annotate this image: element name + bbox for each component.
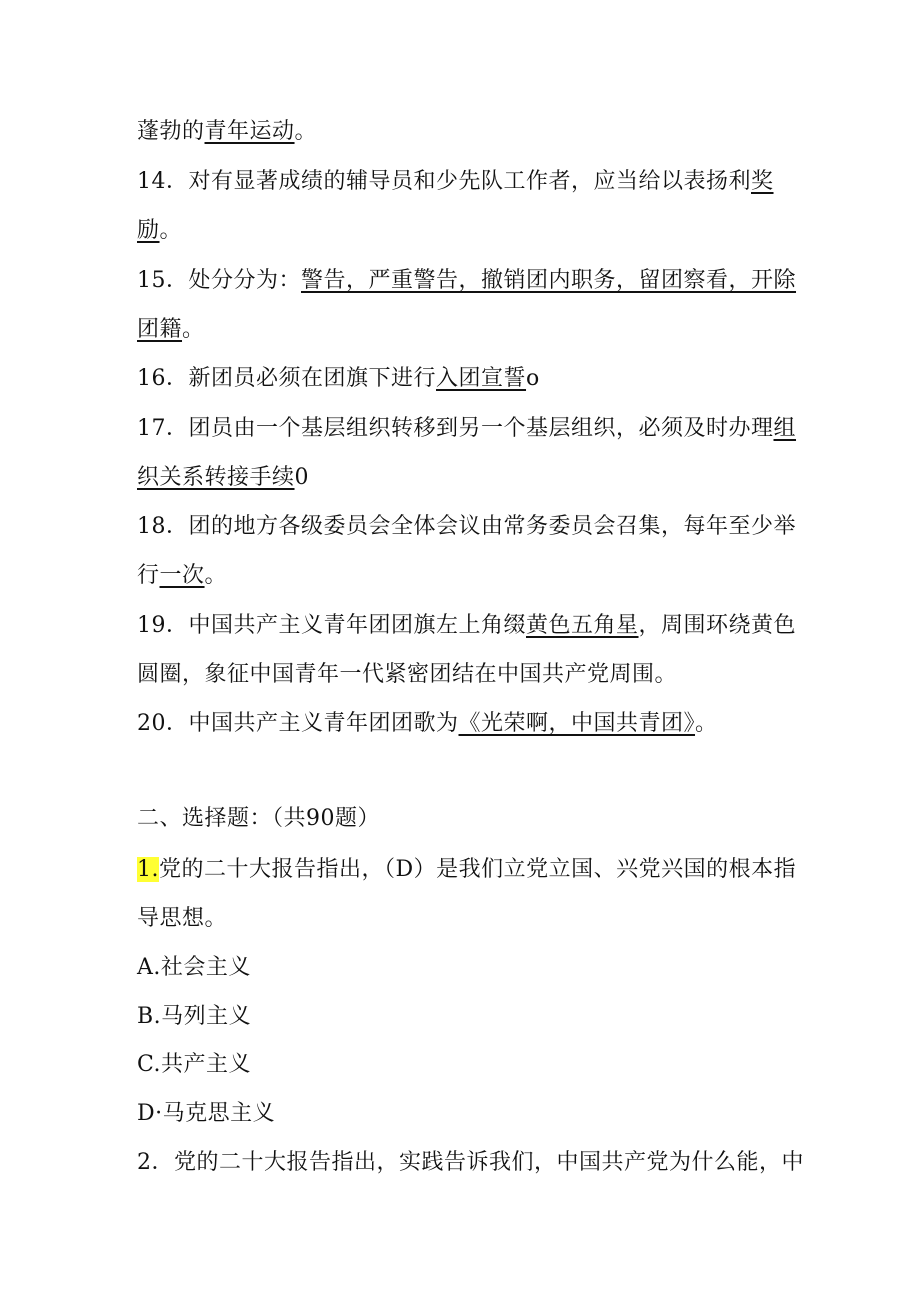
fillin-line xyxy=(137,660,677,690)
question-text-continued: 导思想。 xyxy=(137,906,228,931)
fillin-line xyxy=(137,463,309,493)
line-text: 18．团的地方各级委员会全体会议由常务委员会召集，每年至少举 xyxy=(137,514,796,539)
fillin-line xyxy=(137,709,718,739)
fillin-line xyxy=(137,512,796,542)
fillin-line xyxy=(137,364,540,394)
option-d: D·马克思主义 xyxy=(137,1101,276,1126)
answer-underlined: 团籍 xyxy=(137,317,183,342)
line-text: 19．中国共产主义青年团团旗左上角缀 xyxy=(137,613,526,638)
line-text: ，周围环绕黄色 xyxy=(638,613,797,638)
line-text: 0 xyxy=(294,465,310,490)
answer-underlined: 一次 xyxy=(159,563,205,588)
answer-underlined: 警告，严重警告，撤销团内职务，留团察看，开除 xyxy=(301,268,797,293)
line-text: 。 xyxy=(182,317,205,342)
question-1 xyxy=(137,855,796,885)
line-text: 17．团员由一个基层组织转移到另一个基层组织，必须及时办理 xyxy=(137,416,774,441)
answer-underlined: 励 xyxy=(137,218,160,243)
fillin-line xyxy=(137,315,205,345)
answer-underlined: 《光荣啊，中国共青团》 xyxy=(458,711,696,736)
line-text: 。 xyxy=(159,218,183,243)
fillin-line xyxy=(137,216,182,246)
answer-underlined: 入团宣誓 xyxy=(436,366,527,391)
question-2: 2．党的二十大报告指出，实践告诉我们，中国共产党为什么能，中 xyxy=(137,1150,804,1175)
line-text: 14．对有显著成绩的辅导员和少先队工作者，应当给以表扬利 xyxy=(137,169,751,194)
fillin-line xyxy=(137,167,774,197)
line-text: 。 xyxy=(294,119,318,144)
answer-underlined: 织关系转接手续 xyxy=(137,465,295,490)
line-text: 20．中国共产主义青年团团歌为 xyxy=(137,711,459,736)
option-c: C.共产主义 xyxy=(137,1052,252,1077)
line-text: 行 xyxy=(137,563,160,588)
line-text: o xyxy=(526,366,540,391)
line-text: 蓬勃的 xyxy=(137,119,205,144)
line-text: 。 xyxy=(204,563,228,588)
answer-underlined: 青年运动 xyxy=(204,119,295,144)
line-text: 16．新团员必须在团旗下进行 xyxy=(137,366,436,391)
option-b: B.马列主义 xyxy=(137,1004,252,1029)
question-number-highlighted: 1. xyxy=(137,857,159,882)
fillin-line xyxy=(137,266,796,296)
answer-underlined: 黄色五角星 xyxy=(526,613,639,638)
answer-underlined: 奖 xyxy=(751,169,774,194)
line-text: 圆圈，象征中国青年一代紧密团结在中国共产党周围。 xyxy=(137,662,678,687)
fillin-line xyxy=(137,117,317,147)
option-a: A.社会主义 xyxy=(137,955,251,980)
line-text: 15．处分分为： xyxy=(137,268,301,293)
fillin-line xyxy=(137,561,227,591)
line-text: 。 xyxy=(695,711,718,736)
fillin-line xyxy=(137,414,796,444)
fillin-line xyxy=(137,611,796,641)
question-text: 党的二十大报告指出，（D）是我们立党立国、兴党兴国的根本指 xyxy=(159,857,797,882)
answer-underlined: 组 xyxy=(773,416,797,441)
section-title: 二、选择题：（共90题） xyxy=(137,806,380,831)
